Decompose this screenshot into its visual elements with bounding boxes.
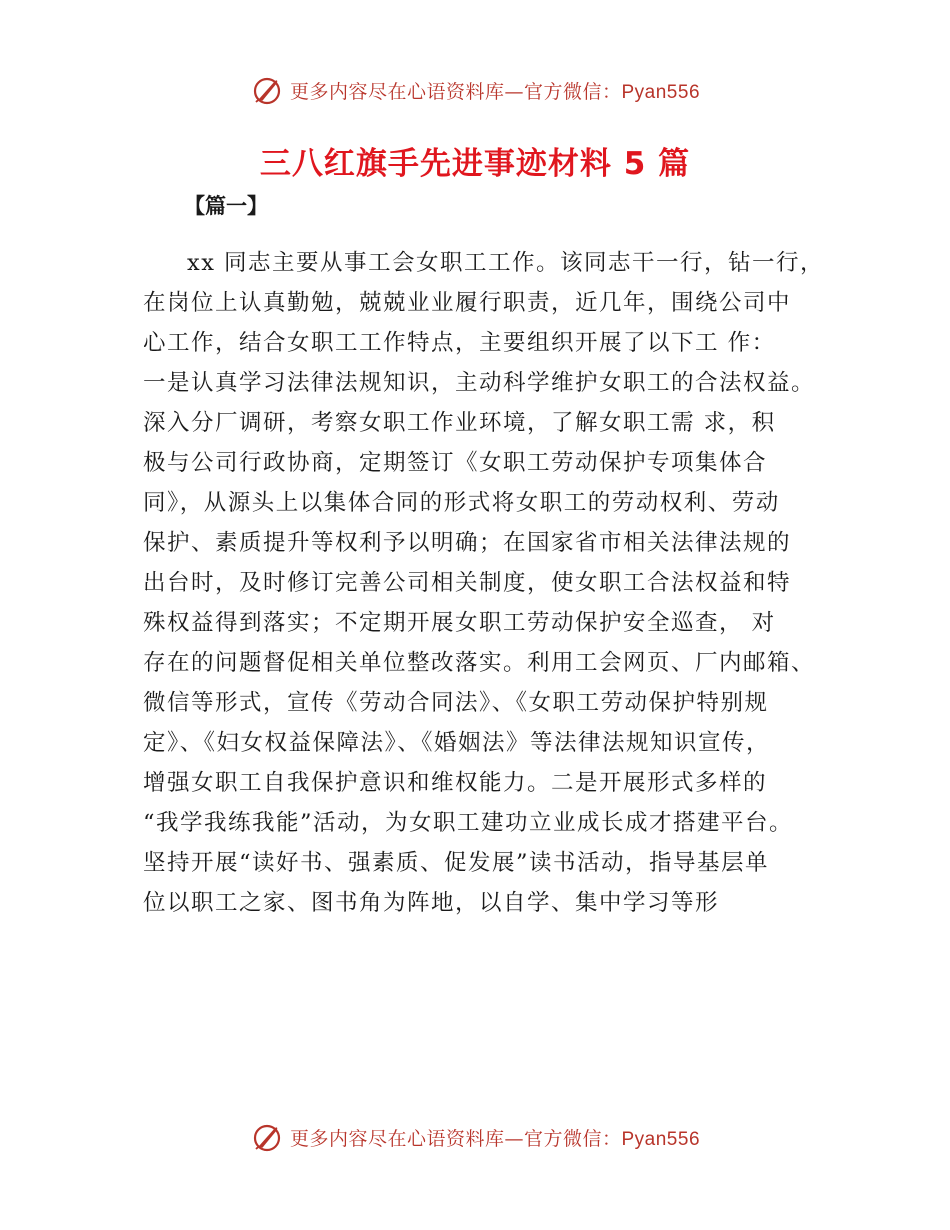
text-line: 微信等形式，宣传《劳动合同法》、《女职工劳动保护特别规 [143,690,769,716]
banner-wechat-id: Pyan556 [621,81,701,103]
text-line: 同》，从源头上以集体合同的形式将女职工的劳动权利、劳动 [143,490,780,516]
banner-slogan: 更多内容尽在心语资料库—官方微信： [289,1127,622,1150]
quill-circle-logo-icon [250,1120,284,1154]
header-banner [0,70,950,110]
text-line: xx 同志主要从事工会女职工工作。该同志干一行，钻一行， [187,250,825,276]
quill-circle-logo-icon [250,73,284,107]
text-line: 心工作，结合女职工工作特点，主要组织开展了以下工 作： [143,330,776,356]
text-line: 保护、素质提升等权利予以明确；在国家省市相关法律法规的 [143,530,792,556]
section-label: 【篇一】 [184,194,268,218]
text-line: 出台时，及时修订完善公司相关制度，使女职工合法权益和特 [143,570,792,596]
text-line: 定》、《妇女权益保障法》、《婚姻法》等法律法规知识宣传， [143,730,771,756]
text-line: 一是认真学习法律法规知识，主动科学维护女职工的合法权益。 [143,370,816,396]
banner-wechat-id: Pyan556 [621,1128,701,1150]
text-line: “我学我练我能”活动，为女职工建功立业成长成才搭建平台。 [143,810,794,836]
banner-slogan: 更多内容尽在心语资料库—官方微信： [289,80,622,103]
text-line: 在岗位上认真勤勉，兢兢业业履行职责，近几年，围绕公司中 [143,290,792,316]
text-line: 存在的问题督促相关单位整改落实。利用工会网页、厂内邮箱、 [143,650,816,676]
text-line: 深入分厂调研，考察女职工作业环境，了解女职工需 求，积 [143,410,776,436]
text-line: 位以职工之家、图书角为阵地，以自学、集中学习等形 [143,890,720,916]
banner-text [290,1124,700,1151]
text-line: 增强女职工自我保护意识和维权能力。二是开展形式多样的 [143,770,768,796]
text-line: 极与公司行政协商，定期签订《女职工劳动保护专项集体合 [143,450,768,476]
text-line: 坚持开展“读好书、强素质、促发展”读书活动，指导基层单 [143,850,770,876]
document-title: 三八红旗手先进事迹材料 5 篇 [259,146,691,182]
banner-text [290,77,700,104]
body-text [143,243,823,923]
footer-banner [0,1117,950,1157]
text-line: 殊权益得到落实；不定期开展女职工劳动保护安全巡查， 对 [143,610,776,636]
